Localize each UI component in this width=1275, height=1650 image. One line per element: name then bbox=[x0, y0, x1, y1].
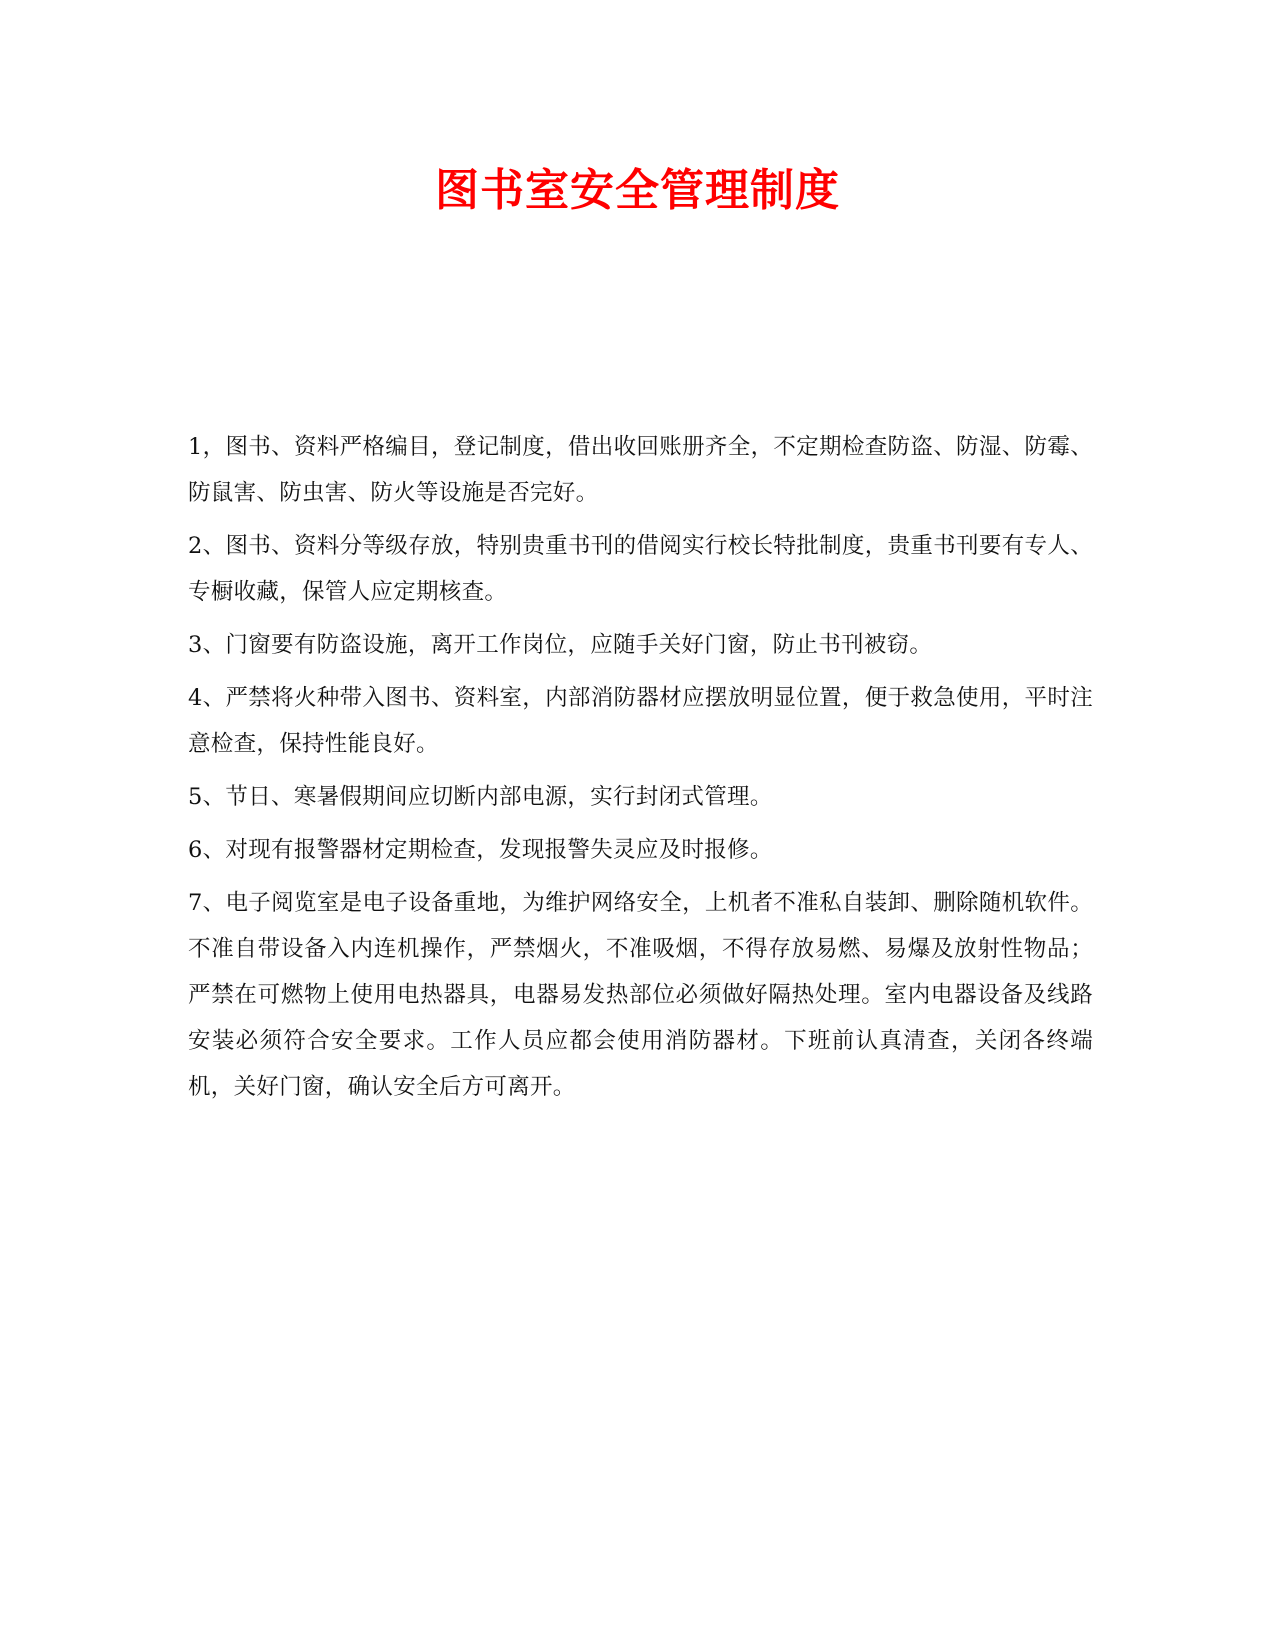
paragraph-5: 5、节日、寒暑假期间应切断内部电源，实行封闭式管理。 bbox=[188, 784, 773, 810]
paragraph-3: 3、门窗要有防盗设施，离开工作岗位，应随手关好门窗，防止书刊被窃。 bbox=[188, 632, 933, 658]
paragraph-4: 4、严禁将火种带入图书、资料室，内部消防器材应摆放明显位置，便于救急使用，平时注意检查，保持性能良好。 bbox=[188, 685, 1093, 757]
document-title: 图书室安全管理制度 bbox=[435, 165, 840, 216]
paragraph-6: 6、对现有报警器材定期检查，发现报警失灵应及时报修。 bbox=[188, 837, 773, 863]
paragraph-7: 7、电子阅览室是电子设备重地，为维护网络安全，上机者不准私自装卸、删除随机软件。不准自带设备入内连机操作，严禁烟火，不准吸烟，不得存放易燃、易爆及放射性物品；严禁在可燃物上使用电热器具，电器易发热部位必须做好隔热处理。室内电器设备及线路安装必须符合安全要求。工作人员应都会使用消防器材。下班前认真清查，关闭各终端机，关好门窗，确认安全后方可离开。 bbox=[188, 890, 1093, 1100]
paragraph-1: 1，图书、资料严格编目，登记制度，借出收回账册齐全，不定期检查防盗、防湿、防霉、防鼠害、防虫害、防火等设施是否完好。 bbox=[188, 434, 1093, 506]
document-body bbox=[188, 424, 1093, 1117]
paragraph-2: 2、图书、资料分等级存放，特别贵重书刊的借阅实行校长特批制度，贵重书刊要有专人、专橱收藏，保管人应定期核查。 bbox=[188, 533, 1093, 605]
